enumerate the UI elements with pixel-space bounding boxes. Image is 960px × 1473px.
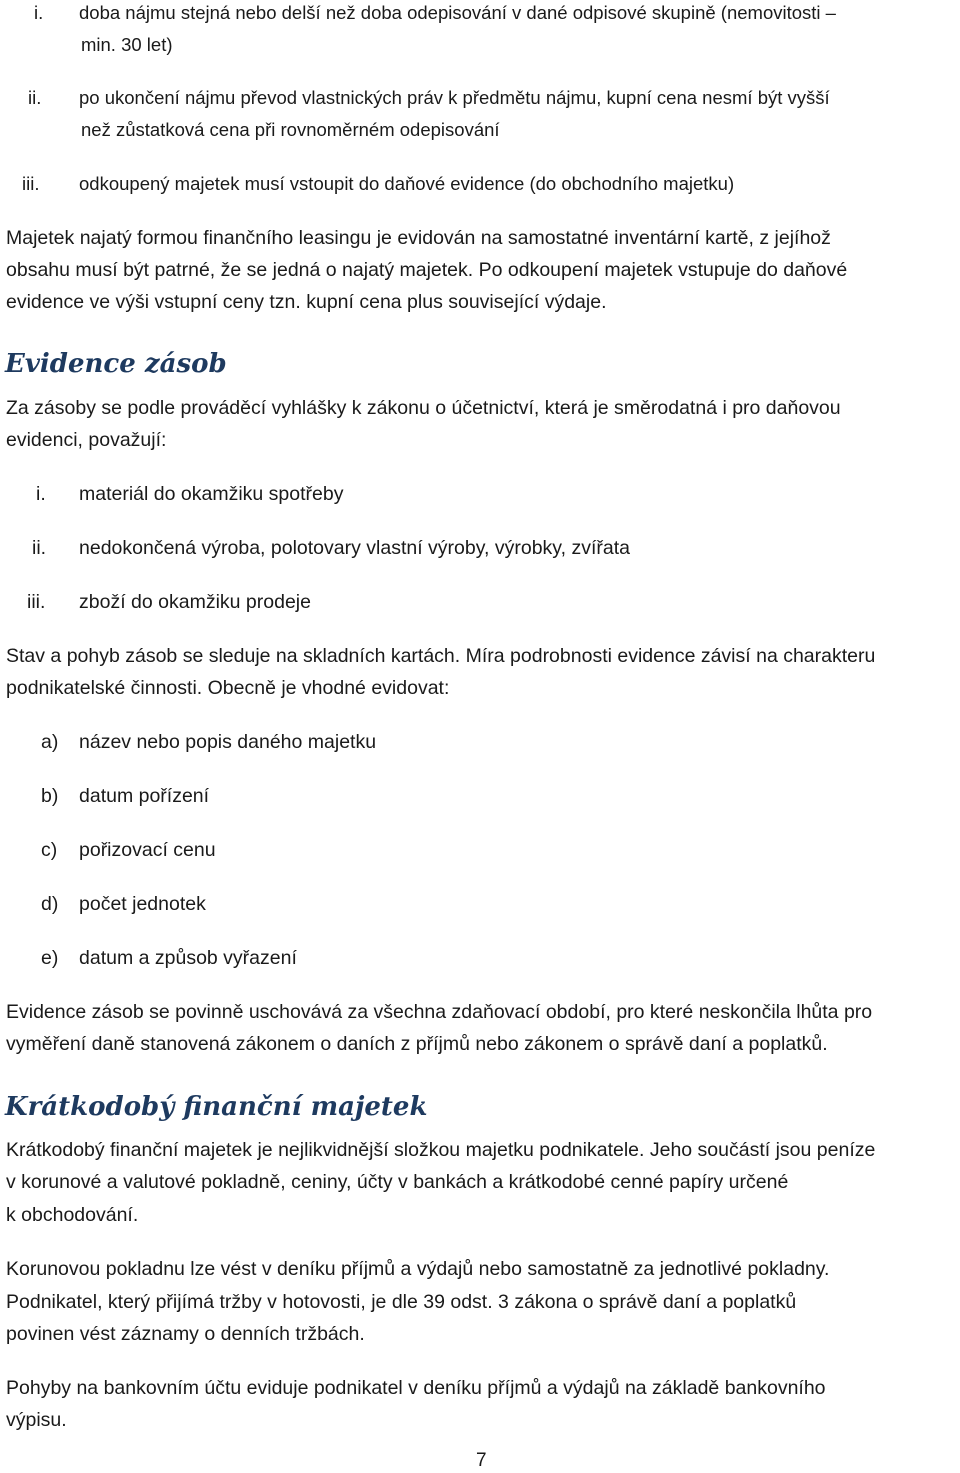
list-marker: e) — [41, 947, 59, 969]
section-heading-kratkodoby-financni-majetek: Krátkodobý finanční majetek — [5, 1092, 428, 1122]
list-marker: c) — [41, 839, 58, 861]
list-item-text: min. 30 let) — [81, 34, 173, 55]
list-item-text: po ukončení nájmu převod vlastnických práv k předmětu nájmu, kupní cena nesmí být vyšší — [79, 87, 830, 108]
list-marker: iii. — [27, 591, 46, 613]
list-item-text: nedokončená výroba, polotovary vlastní výroby, výrobky, zvířata — [79, 537, 630, 559]
list-marker: a) — [41, 731, 59, 753]
list-marker: ii. — [32, 537, 47, 559]
list-item-text: počet jednotek — [79, 893, 206, 915]
list-item-text: než zůstatková cena při rovnoměrném odepisování — [81, 119, 500, 140]
paragraph-line: Podnikatel, který přijímá tržby v hotovosti, je dle 39 odst. 3 zákona o správě daní a poplatků — [6, 1291, 797, 1313]
paragraph-line: obsahu musí být patrné, že se jedná o najatý majetek. Po odkoupení majetek vstupuje do daňové — [6, 259, 848, 281]
paragraph-line: Stav a pohyb zásob se sleduje na skladních kartách. Míra podrobnosti evidence závisí na charakteru — [6, 645, 876, 667]
list-item-text: datum pořízení — [79, 785, 210, 807]
section-heading-evidence-zasob: Evidence zásob — [5, 349, 227, 379]
paragraph-line: v korunové a valutové pokladně, ceniny, účty v bankách a krátkodobé cenné papíry určené — [6, 1171, 789, 1193]
paragraph-line: povinen vést záznamy o denních tržbách. — [6, 1323, 365, 1345]
list-item-text: pořizovací cenu — [79, 839, 216, 861]
list-item-text: datum a způsob vyřazení — [79, 947, 297, 969]
list-marker: ii. — [28, 87, 42, 108]
list-item-text: materiál do okamžiku spotřeby — [79, 483, 344, 505]
paragraph-line: výpisu. — [6, 1409, 67, 1431]
paragraph-line: vyměření daně stanovená zákonem o daních z příjmů nebo zákonem o správě daní a poplatků. — [6, 1033, 828, 1055]
list-marker: d) — [41, 893, 59, 915]
paragraph-line: Za zásoby se podle prováděcí vyhlášky k zákonu o účetnictví, která je směrodatná i pro daňovou — [6, 397, 841, 419]
paragraph-line: evidence ve výši vstupní ceny tzn. kupní cena plus související výdaje. — [6, 291, 607, 313]
paragraph-line: Korunovou pokladnu lze vést v deníku příjmů a výdajů nebo samostatně za jednotlivé pokladny. — [6, 1258, 830, 1280]
paragraph-line: k obchodování. — [6, 1204, 139, 1226]
paragraph-line: podnikatelské činnosti. Obecně je vhodné evidovat: — [6, 677, 450, 699]
paragraph-line: evidenci, považují: — [6, 429, 167, 451]
page-number: 7 — [476, 1450, 487, 1471]
paragraph-line: Pohyby na bankovním účtu eviduje podnikatel v deníku příjmů a výdajů na základě bankovního — [6, 1377, 826, 1399]
list-marker: iii. — [22, 173, 40, 194]
list-marker: i. — [34, 2, 44, 23]
paragraph-line: Majetek najatý formou finančního leasingu je evidován na samostatné inventární kartě, z jejíhož — [6, 227, 831, 249]
list-item-text: odkoupený majetek musí vstoupit do daňové evidence (do obchodního majetku) — [79, 173, 735, 194]
paragraph-line: Krátkodobý finanční majetek je nejlikvidnější složkou majetku podnikatele. Jeho součástí jsou peníze — [6, 1139, 876, 1161]
list-marker: i. — [36, 483, 46, 505]
paragraph-line: Evidence zásob se povinně uschovává za všechna zdaňovací období, pro které neskončila lhůta pro — [6, 1001, 873, 1023]
list-item-text: doba nájmu stejná nebo delší než doba odepisování v dané odpisové skupině (nemovitosti – — [79, 2, 836, 23]
list-item-text: zboží do okamžiku prodeje — [79, 591, 311, 613]
list-marker: b) — [41, 785, 59, 807]
list-item-text: název nebo popis daného majetku — [79, 731, 377, 753]
